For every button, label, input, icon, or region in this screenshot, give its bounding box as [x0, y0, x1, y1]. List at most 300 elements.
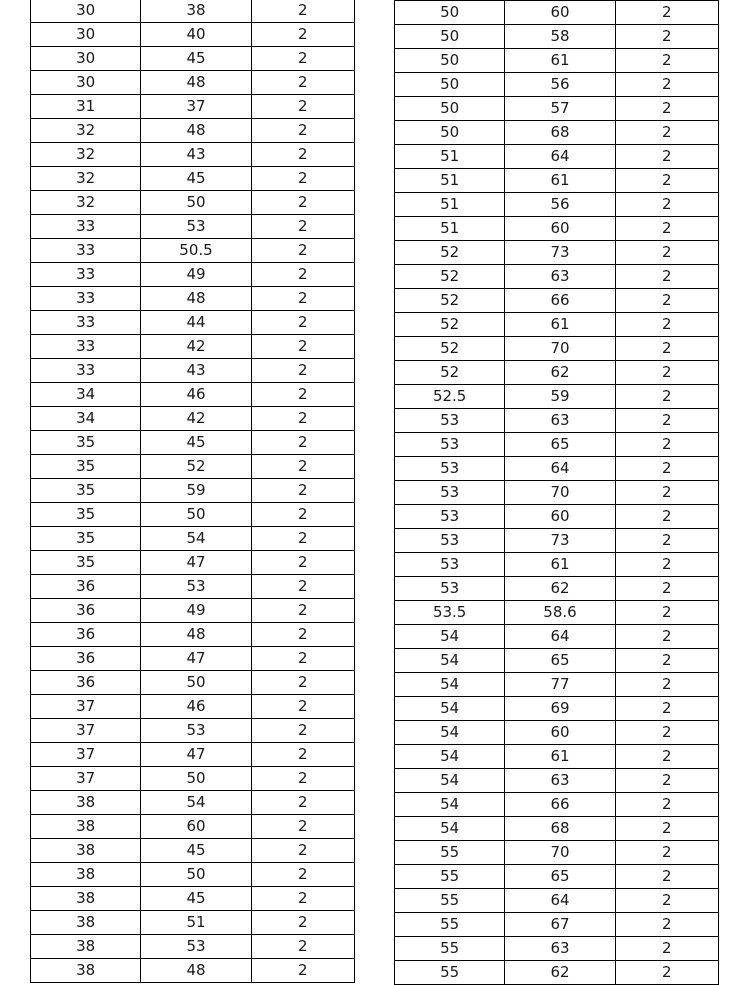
- table-body-right: [395, 1, 719, 985]
- table-cell: 58: [505, 25, 615, 49]
- table-row: [395, 817, 719, 841]
- table-cell: 55: [395, 889, 505, 913]
- table-cell: 36: [31, 599, 141, 623]
- table-cell: 33: [31, 239, 141, 263]
- table-cell: 2: [251, 287, 354, 311]
- table-row: [31, 47, 355, 71]
- table-cell: 37: [141, 95, 251, 119]
- table-cell: 44: [141, 311, 251, 335]
- table-cell: 2: [615, 457, 718, 481]
- table-cell: 51: [395, 193, 505, 217]
- table-row: [395, 1, 719, 25]
- table-cell: 35: [31, 527, 141, 551]
- table-cell: 54: [395, 817, 505, 841]
- table-row: [31, 407, 355, 431]
- table-row: [395, 769, 719, 793]
- table-cell: 2: [615, 217, 718, 241]
- table-cell: 54: [395, 721, 505, 745]
- table-cell: 2: [251, 575, 354, 599]
- table-row: [395, 73, 719, 97]
- table-cell: 2: [251, 167, 354, 191]
- table-row: [395, 241, 719, 265]
- table-row: [31, 263, 355, 287]
- table-row: [31, 239, 355, 263]
- table-cell: 2: [615, 769, 718, 793]
- table-cell: 2: [615, 73, 718, 97]
- table-row: [31, 431, 355, 455]
- table-cell: 2: [251, 143, 354, 167]
- table-cell: 36: [31, 623, 141, 647]
- table-cell: 55: [395, 841, 505, 865]
- table-cell: 2: [251, 431, 354, 455]
- table-cell: 38: [31, 863, 141, 887]
- table-cell: 38: [31, 935, 141, 959]
- table-row: [31, 815, 355, 839]
- table-row: [395, 649, 719, 673]
- table-cell: 2: [615, 697, 718, 721]
- table-row: [31, 359, 355, 383]
- table-row: [395, 433, 719, 457]
- table-cell: 42: [141, 407, 251, 431]
- table-row: [31, 71, 355, 95]
- table-cell: 54: [395, 625, 505, 649]
- table-row: [395, 673, 719, 697]
- table-cell: 2: [615, 841, 718, 865]
- table-cell: 54: [395, 649, 505, 673]
- table-cell: 2: [251, 935, 354, 959]
- table-cell: 64: [505, 145, 615, 169]
- table-cell: 54: [395, 793, 505, 817]
- table-cell: 2: [251, 455, 354, 479]
- table-cell: 43: [141, 359, 251, 383]
- table-cell: 62: [505, 361, 615, 385]
- table-row: [31, 887, 355, 911]
- table-cell: 62: [505, 961, 615, 985]
- table-cell: 50: [141, 503, 251, 527]
- table-cell: 35: [31, 503, 141, 527]
- table-cell: 63: [505, 409, 615, 433]
- table-cell: 35: [31, 479, 141, 503]
- table-row: [31, 647, 355, 671]
- table-cell: 65: [505, 865, 615, 889]
- table-cell: 53: [395, 481, 505, 505]
- table-cell: 2: [251, 503, 354, 527]
- table-row: [395, 961, 719, 985]
- table-cell: 36: [31, 647, 141, 671]
- table-cell: 66: [505, 793, 615, 817]
- table-cell: 54: [395, 769, 505, 793]
- table-cell: 52: [395, 289, 505, 313]
- table-cell: 59: [505, 385, 615, 409]
- table-row: [395, 553, 719, 577]
- table-row: [395, 313, 719, 337]
- table-row: [395, 337, 719, 361]
- table-row: [31, 23, 355, 47]
- table-row: [31, 695, 355, 719]
- table-cell: 2: [615, 361, 718, 385]
- table-cell: 50: [141, 767, 251, 791]
- table-cell: 45: [141, 839, 251, 863]
- table-cell: 42: [141, 335, 251, 359]
- table-cell: 33: [31, 287, 141, 311]
- table-cell: 53: [395, 529, 505, 553]
- table-cell: 2: [251, 671, 354, 695]
- table-cell: 64: [505, 889, 615, 913]
- table-cell: 77: [505, 673, 615, 697]
- table-cell: 38: [31, 887, 141, 911]
- table-cell: 56: [505, 193, 615, 217]
- table-cell: 2: [251, 119, 354, 143]
- table-cell: 33: [31, 215, 141, 239]
- table-cell: 60: [505, 721, 615, 745]
- table-row: [31, 935, 355, 959]
- table-row: [31, 119, 355, 143]
- table-cell: 2: [615, 721, 718, 745]
- table-row: [395, 913, 719, 937]
- table-cell: 66: [505, 289, 615, 313]
- table-cell: 2: [251, 263, 354, 287]
- table-cell: 53: [141, 215, 251, 239]
- table-cell: 54: [141, 527, 251, 551]
- table-cell: 2: [615, 433, 718, 457]
- table-cell: 35: [31, 551, 141, 575]
- table-cell: 53: [395, 457, 505, 481]
- table-cell: 38: [31, 959, 141, 983]
- table-row: [395, 289, 719, 313]
- table-cell: 48: [141, 71, 251, 95]
- table-cell: 2: [615, 745, 718, 769]
- table-cell: 2: [251, 551, 354, 575]
- table-cell: 52: [395, 241, 505, 265]
- table-row: [395, 841, 719, 865]
- table-cell: 2: [251, 191, 354, 215]
- table-cell: 2: [615, 649, 718, 673]
- table-cell: 50: [395, 73, 505, 97]
- table-cell: 2: [251, 959, 354, 983]
- table-cell: 45: [141, 431, 251, 455]
- table-cell: 2: [251, 95, 354, 119]
- table-row: [395, 169, 719, 193]
- table-row: [31, 863, 355, 887]
- table-cell: 2: [251, 383, 354, 407]
- table-row: [31, 191, 355, 215]
- table-row: [31, 215, 355, 239]
- table-cell: 2: [251, 239, 354, 263]
- table-row: [31, 455, 355, 479]
- table-cell: 68: [505, 817, 615, 841]
- table-cell: 51: [395, 145, 505, 169]
- table-cell: 2: [251, 743, 354, 767]
- table-cell: 33: [31, 263, 141, 287]
- table-cell: 60: [505, 1, 615, 25]
- table-cell: 2: [615, 913, 718, 937]
- table-cell: 48: [141, 623, 251, 647]
- table-body-left: [31, 0, 355, 983]
- table-cell: 51: [395, 169, 505, 193]
- table-cell: 33: [31, 311, 141, 335]
- table-cell: 46: [141, 383, 251, 407]
- table-row: [31, 287, 355, 311]
- table-cell: 53: [395, 505, 505, 529]
- table-cell: 61: [505, 553, 615, 577]
- table-cell: 50: [395, 97, 505, 121]
- table-cell: 45: [141, 47, 251, 71]
- table-cell: 2: [615, 121, 718, 145]
- table-cell: 2: [251, 479, 354, 503]
- table-cell: 2: [615, 817, 718, 841]
- table-cell: 52: [395, 337, 505, 361]
- table-cell: 2: [251, 71, 354, 95]
- table-row: [395, 145, 719, 169]
- table-row: [31, 575, 355, 599]
- table-cell: 53.5: [395, 601, 505, 625]
- table-cell: 36: [31, 575, 141, 599]
- table-row: [395, 721, 719, 745]
- table-cell: 53: [141, 719, 251, 743]
- table-cell: 53: [141, 575, 251, 599]
- table-cell: 73: [505, 241, 615, 265]
- table-cell: 52: [395, 265, 505, 289]
- table-cell: 47: [141, 551, 251, 575]
- table-cell: 32: [31, 167, 141, 191]
- table-row: [31, 767, 355, 791]
- table-row: [31, 671, 355, 695]
- table-row: [31, 791, 355, 815]
- table-cell: 55: [395, 865, 505, 889]
- table-cell: 2: [615, 409, 718, 433]
- table-row: [395, 409, 719, 433]
- table-cell: 62: [505, 577, 615, 601]
- table-row: [31, 0, 355, 23]
- table-cell: 48: [141, 287, 251, 311]
- table-cell: 2: [251, 407, 354, 431]
- table-cell: 2: [615, 505, 718, 529]
- table-row: [31, 743, 355, 767]
- table-cell: 54: [395, 673, 505, 697]
- table-cell: 2: [251, 23, 354, 47]
- table-row: [31, 599, 355, 623]
- table-cell: 50: [141, 671, 251, 695]
- table-cell: 2: [615, 553, 718, 577]
- table-cell: 52: [395, 313, 505, 337]
- table-cell: 37: [31, 719, 141, 743]
- table-cell: 2: [615, 1, 718, 25]
- table-row: [31, 839, 355, 863]
- table-cell: 32: [31, 119, 141, 143]
- table-row: [395, 97, 719, 121]
- table-row: [31, 623, 355, 647]
- table-cell: 2: [615, 289, 718, 313]
- table-row: [395, 385, 719, 409]
- table-cell: 2: [615, 25, 718, 49]
- table-cell: 69: [505, 697, 615, 721]
- table-cell: 2: [251, 863, 354, 887]
- table-row: [31, 167, 355, 191]
- table-cell: 2: [251, 911, 354, 935]
- table-row: [395, 529, 719, 553]
- table-row: [395, 481, 719, 505]
- table-cell: 2: [615, 193, 718, 217]
- table-row: [31, 311, 355, 335]
- table-cell: 2: [615, 793, 718, 817]
- table-row: [31, 143, 355, 167]
- table-row: [395, 265, 719, 289]
- table-row: [395, 457, 719, 481]
- table-cell: 2: [251, 335, 354, 359]
- table-cell: 54: [395, 697, 505, 721]
- table-cell: 32: [31, 143, 141, 167]
- table-cell: 37: [31, 767, 141, 791]
- table-row: [395, 121, 719, 145]
- table-cell: 47: [141, 743, 251, 767]
- table-cell: 45: [141, 167, 251, 191]
- table-cell: 38: [31, 815, 141, 839]
- table-row: [31, 479, 355, 503]
- table-row: [395, 217, 719, 241]
- table-cell: 35: [31, 455, 141, 479]
- table-row: [31, 95, 355, 119]
- table-cell: 2: [615, 313, 718, 337]
- table-row: [395, 625, 719, 649]
- table-cell: 53: [141, 935, 251, 959]
- table-cell: 50: [141, 863, 251, 887]
- table-cell: 2: [615, 385, 718, 409]
- table-cell: 38: [31, 791, 141, 815]
- table-cell: 2: [251, 599, 354, 623]
- table-cell: 53: [395, 577, 505, 601]
- table-cell: 73: [505, 529, 615, 553]
- table-row: [395, 193, 719, 217]
- table-row: [395, 697, 719, 721]
- table-cell: 2: [251, 767, 354, 791]
- table-cell: 2: [251, 647, 354, 671]
- table-row: [31, 911, 355, 935]
- table-row: [395, 361, 719, 385]
- table-cell: 51: [395, 217, 505, 241]
- table-row: [395, 577, 719, 601]
- table-cell: 67: [505, 913, 615, 937]
- table-row: [395, 793, 719, 817]
- table-row: [31, 719, 355, 743]
- table-cell: 52: [395, 361, 505, 385]
- table-cell: 57: [505, 97, 615, 121]
- table-row: [395, 601, 719, 625]
- table-cell: 2: [251, 695, 354, 719]
- table-cell: 2: [615, 481, 718, 505]
- table-cell: 40: [141, 23, 251, 47]
- table-cell: 38: [31, 911, 141, 935]
- table-cell: 46: [141, 695, 251, 719]
- table-cell: 2: [615, 673, 718, 697]
- table-cell: 54: [141, 791, 251, 815]
- table-row: [395, 865, 719, 889]
- table-cell: 37: [31, 743, 141, 767]
- table-cell: 2: [251, 311, 354, 335]
- table-cell: 2: [251, 527, 354, 551]
- table-cell: 38: [141, 0, 251, 23]
- table-cell: 63: [505, 937, 615, 961]
- table-cell: 50: [141, 191, 251, 215]
- table-cell: 2: [615, 169, 718, 193]
- table-cell: 2: [615, 265, 718, 289]
- table-cell: 33: [31, 359, 141, 383]
- table-cell: 68: [505, 121, 615, 145]
- table-cell: 61: [505, 745, 615, 769]
- table-cell: 55: [395, 913, 505, 937]
- table-cell: 2: [615, 529, 718, 553]
- table-cell: 2: [251, 791, 354, 815]
- table-row: [395, 25, 719, 49]
- table-cell: 63: [505, 769, 615, 793]
- table-cell: 2: [251, 623, 354, 647]
- table-cell: 30: [31, 47, 141, 71]
- table-cell: 2: [251, 815, 354, 839]
- table-cell: 2: [615, 937, 718, 961]
- table-cell: 2: [615, 889, 718, 913]
- table-row: [31, 383, 355, 407]
- table-cell: 2: [615, 601, 718, 625]
- table-cell: 70: [505, 337, 615, 361]
- table-cell: 50: [395, 121, 505, 145]
- table-cell: 2: [251, 887, 354, 911]
- table-row: [31, 527, 355, 551]
- table-cell: 58.6: [505, 601, 615, 625]
- table-cell: 2: [615, 49, 718, 73]
- data-table-left: [30, 0, 355, 983]
- table-cell: 2: [615, 577, 718, 601]
- table-cell: 2: [251, 719, 354, 743]
- table-cell: 45: [141, 887, 251, 911]
- table-cell: 36: [31, 671, 141, 695]
- table-cell: 50: [395, 25, 505, 49]
- table-cell: 37: [31, 695, 141, 719]
- table-cell: 56: [505, 73, 615, 97]
- table-cell: 70: [505, 841, 615, 865]
- table-cell: 53: [395, 553, 505, 577]
- table-cell: 61: [505, 49, 615, 73]
- table-cell: 2: [615, 145, 718, 169]
- table-cell: 49: [141, 263, 251, 287]
- table-cell: 50: [395, 1, 505, 25]
- table-cell: 30: [31, 0, 141, 23]
- table-cell: 35: [31, 431, 141, 455]
- table-cell: 64: [505, 457, 615, 481]
- table-cell: 55: [395, 961, 505, 985]
- table-row: [31, 335, 355, 359]
- table-cell: 2: [615, 241, 718, 265]
- table-cell: 61: [505, 169, 615, 193]
- table-cell: 2: [251, 215, 354, 239]
- table-cell: 2: [615, 97, 718, 121]
- table-cell: 61: [505, 313, 615, 337]
- table-cell: 2: [251, 359, 354, 383]
- table-cell: 2: [251, 0, 354, 23]
- table-cell: 2: [251, 47, 354, 71]
- table-cell: 48: [141, 119, 251, 143]
- table-cell: 65: [505, 649, 615, 673]
- table-cell: 70: [505, 481, 615, 505]
- table-row: [31, 551, 355, 575]
- table-cell: 33: [31, 335, 141, 359]
- table-cell: 50.5: [141, 239, 251, 263]
- table-row: [395, 745, 719, 769]
- table-cell: 52.5: [395, 385, 505, 409]
- table-cell: 30: [31, 23, 141, 47]
- table-cell: 60: [141, 815, 251, 839]
- table-cell: 54: [395, 745, 505, 769]
- table-cell: 50: [395, 49, 505, 73]
- table-cell: 43: [141, 143, 251, 167]
